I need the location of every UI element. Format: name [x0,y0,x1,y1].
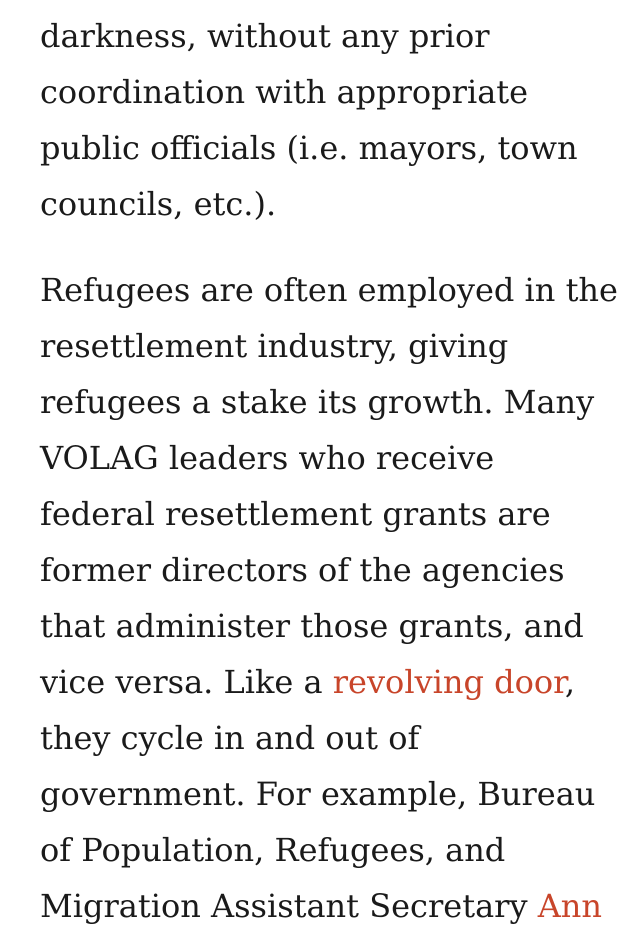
text-line: resettlement industry, giving [40,327,509,365]
ann-link[interactable]: Ann [537,887,603,925]
text-line: government. For example, Bureau [40,775,596,813]
text-line: public officials (i.e. mayors, town [40,129,578,167]
text-segment: , [564,663,576,701]
article-body [40,8,618,934]
text-line: coordination with appropriate [40,73,529,111]
text-line: refugees a stake its growth. Many [40,383,595,421]
text-line: darkness, without any prior [40,17,490,55]
text-segment: vice versa. Like a [40,663,333,701]
text-line: VOLAG leaders who receive [40,439,495,477]
text-line: federal resettlement grants are [40,495,551,533]
paragraph-1 [40,8,605,232]
text-line: former directors of the agencies [40,551,565,589]
text-line-with-link [40,654,605,710]
text-segment: Migration Assistant Secretary [40,887,538,925]
text-line: councils, etc.). [40,185,277,223]
text-line: Refugees are often employed in the [40,271,618,309]
revolving-door-link[interactable]: revolving door [332,663,565,701]
text-line: they cycle in and out of [40,719,420,757]
text-line: that administer those grants, and [40,607,584,645]
paragraph-2 [40,262,618,934]
text-line: of Population, Refugees, and [40,831,506,869]
